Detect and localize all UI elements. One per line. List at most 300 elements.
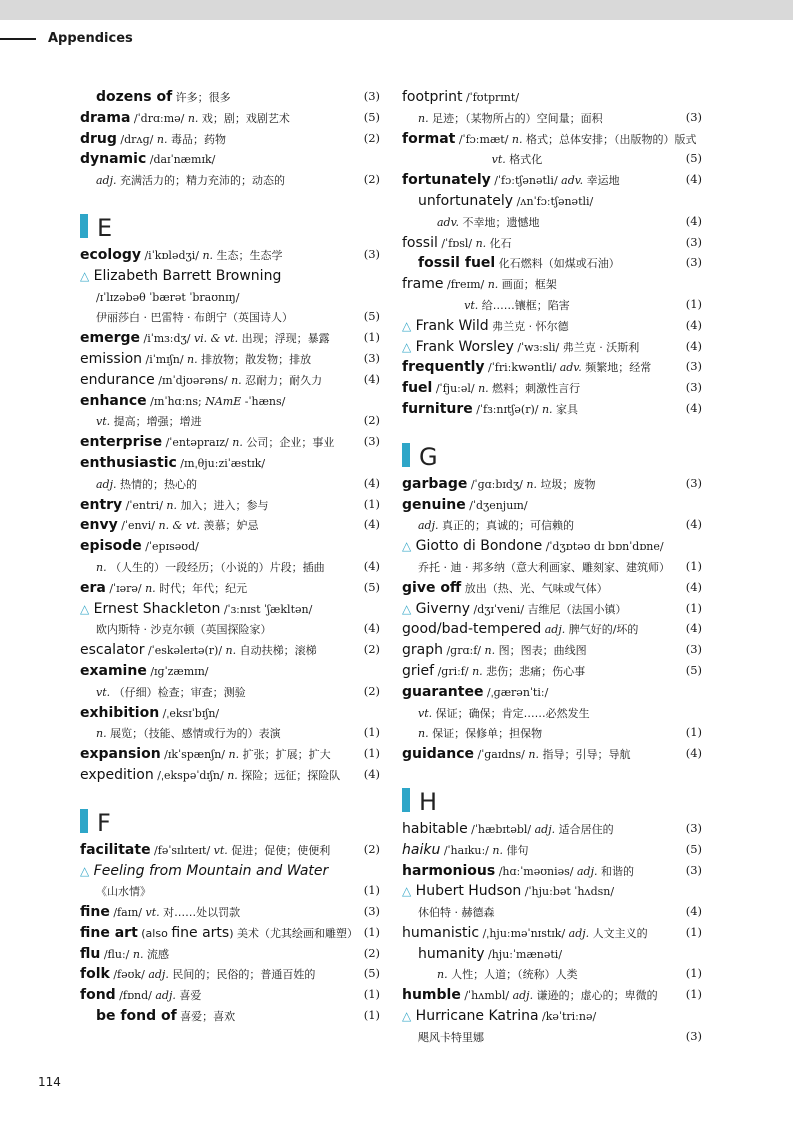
- phonetic: /ˌekspəˈdɪʃn/: [153, 768, 228, 782]
- definition: 伊丽莎白 · 巴雷特 · 布朗宁（英国诗人）: [96, 311, 293, 325]
- headword: fossil: [402, 234, 438, 251]
- part-of-speech: n.: [484, 644, 496, 658]
- definition: 公司；企业；事业: [242, 436, 335, 450]
- definition: 人文主义的: [589, 926, 648, 940]
- unit-number: (2): [363, 945, 380, 960]
- definition: 促进；促使；使便利: [227, 843, 331, 857]
- part-of-speech: n.: [437, 968, 448, 982]
- glossary-entry: [402, 86, 702, 107]
- part-of-speech: n.: [145, 581, 156, 595]
- headword: dozens of: [96, 89, 173, 105]
- phonetic: /ˈɡɑːbɪdʒ/: [467, 477, 527, 491]
- glossary-column-right: [402, 86, 702, 1047]
- part-of-speech: n.: [225, 644, 237, 658]
- headword: escalator: [80, 642, 145, 659]
- headword: give off: [402, 579, 462, 596]
- phonetic: /ˈepɪsəʊd/: [141, 540, 199, 554]
- headword: footprint: [402, 89, 463, 105]
- headword: guidance: [402, 746, 475, 763]
- part-of-speech: adj.: [568, 926, 590, 940]
- glossary-entry: [402, 984, 702, 1005]
- phonetic: /ˌhjuːməˈnɪstɪk/: [479, 926, 569, 940]
- glossary-entry: [402, 211, 702, 232]
- headword: fine arts: [171, 924, 230, 941]
- part-of-speech: vt.: [145, 906, 160, 920]
- glossary-entry: [402, 639, 702, 660]
- part-of-speech: adj.: [534, 822, 556, 836]
- headword: Giotto di Bondone: [411, 538, 543, 555]
- definition: 图；图表；曲线图: [495, 644, 587, 658]
- part-of-speech: n.: [227, 768, 238, 782]
- headword: frame: [402, 276, 444, 293]
- header-rule: [0, 38, 36, 40]
- unit-number: (4): [363, 475, 380, 490]
- part-of-speech: n.: [492, 843, 503, 857]
- glossary-entry: [402, 963, 702, 984]
- part-of-speech: n.: [96, 560, 107, 574]
- unit-number: (1): [685, 924, 702, 939]
- glossary-entry: [402, 598, 702, 619]
- glossary-entry: [80, 702, 380, 723]
- part-of-speech: n.: [228, 748, 240, 762]
- glossary-entry: [402, 169, 702, 190]
- definition: 排放物；散发物；排放: [197, 352, 312, 366]
- definition: （仔细）检查；审查；测验: [110, 685, 246, 699]
- phonetic: /iˈkɒlədʒi/: [140, 248, 203, 262]
- glossary-entry: [80, 556, 380, 577]
- unit-number: (1): [363, 924, 380, 939]
- part-of-speech: adj.: [512, 989, 534, 1003]
- definition: 不幸地；遗憾地: [459, 215, 540, 229]
- section-heading-f: [80, 785, 380, 839]
- definition: 指导；引导；导航: [538, 748, 631, 762]
- phonetic: /ˌɡærənˈtiː/: [483, 685, 549, 699]
- glossary-entry: [80, 390, 380, 411]
- definition: ) 美术（尤其绘画和雕塑）: [229, 926, 358, 940]
- section-letter: H: [419, 787, 438, 816]
- glossary-entry: [80, 598, 380, 619]
- headword: episode: [80, 538, 142, 555]
- glossary-entry: [402, 660, 702, 681]
- definition: 生态；生态学: [213, 248, 283, 262]
- phonetic: /ˈeskəleɪtə(r)/: [144, 644, 226, 658]
- headword: fine: [80, 904, 110, 921]
- headword: fuel: [402, 380, 433, 397]
- part-of-speech: n.: [541, 402, 553, 416]
- unit-number: (4): [363, 371, 380, 386]
- headword: flu: [80, 945, 101, 962]
- unit-number: (2): [363, 642, 380, 657]
- glossary-entry: [402, 273, 702, 294]
- unit-number: (1): [363, 883, 380, 898]
- glossary-entry: [402, 618, 702, 639]
- part-of-speech: vt.: [96, 685, 111, 699]
- definition: 化石: [486, 236, 512, 250]
- unit-number: (1): [685, 725, 702, 740]
- unit-number: (3): [363, 89, 380, 103]
- headword: emission: [80, 350, 143, 367]
- phonetic: /ˈhjuːbət ˈhʌdsn/: [521, 885, 615, 899]
- definition: 格式；总体安排；（出版物的）版式: [522, 132, 697, 146]
- part-of-speech: n.: [132, 947, 144, 961]
- phonetic: /ˈfɔːmæt/: [455, 132, 512, 146]
- part-of-speech: n.: [156, 132, 168, 146]
- section-marker: [402, 788, 410, 812]
- headword: enterprise: [80, 434, 163, 451]
- unit-number: (2): [363, 683, 380, 698]
- section-heading-g: [402, 419, 702, 473]
- phonetic: /ˈfʊtprɪnt/: [462, 91, 520, 104]
- definition: 化石燃料（如煤或石油）: [495, 257, 620, 271]
- unit-number: (1): [363, 1008, 380, 1023]
- glossary-entry: [80, 514, 380, 535]
- phonetic: /iˈmɪʃn/: [142, 352, 188, 366]
- definition: 保证；保修单；担保物: [428, 727, 543, 741]
- headword: exhibition: [80, 704, 160, 721]
- headword: grief: [402, 662, 435, 679]
- headword: furniture: [402, 400, 473, 417]
- definition: 提高；增强；增进: [110, 415, 202, 429]
- phonetic: /hɑːˈməʊniəs/: [495, 864, 577, 878]
- headword: be fond of: [96, 1008, 177, 1025]
- glossary-entry: [80, 494, 380, 515]
- definition: 扩张；扩展；扩大: [239, 748, 331, 762]
- phonetic: /ˈdʒɒtəʊ dɪ bɒnˈdɒne/: [542, 540, 664, 554]
- glossary-entry: [80, 86, 380, 107]
- headword: folk: [80, 966, 110, 983]
- unit-number: (3): [685, 234, 702, 249]
- definition: 格式化: [505, 153, 543, 167]
- headword: guarantee: [402, 683, 484, 700]
- headword: good/bad-tempered: [402, 621, 542, 638]
- phonetic: /ɡrɑːf/: [442, 644, 485, 658]
- headword: examine: [80, 662, 147, 679]
- definition: 出现；浮现；暴露: [238, 332, 330, 346]
- section-marker: [80, 214, 88, 238]
- headword: Elizabeth Barrett Browning: [89, 267, 282, 284]
- unit-number: (3): [363, 246, 380, 261]
- glossary-entry: [80, 943, 380, 964]
- unit-number: (1): [363, 496, 380, 511]
- definition: 民间的；民俗的；普通百姓的: [168, 968, 316, 982]
- unit-number: (5): [685, 151, 702, 166]
- definition: 戏；剧；戏剧艺术: [198, 111, 290, 125]
- glossary-entry: [80, 369, 380, 390]
- phonetic: /ˈɡaɪdns/: [474, 748, 529, 762]
- unit-number: (1): [363, 330, 380, 345]
- phonetic: /ɪnˌθjuːziˈæstɪk/: [176, 456, 266, 470]
- definition: 许多；很多: [172, 91, 231, 104]
- definition: 欧内斯特 · 沙克尔顿（英国探险家）: [96, 623, 272, 637]
- part-of-speech: vt.: [491, 153, 506, 167]
- headword: envy: [80, 517, 118, 534]
- triangle-icon: △: [402, 884, 412, 899]
- unit-number: (3): [685, 862, 702, 877]
- unit-number: (4): [363, 558, 380, 573]
- headword: enthusiastic: [80, 454, 177, 471]
- unit-number: (3): [363, 434, 380, 449]
- headword: drama: [80, 109, 131, 126]
- part-of-speech: adv.: [437, 215, 460, 229]
- glossary-entry: [402, 681, 702, 702]
- phonetic: -ˈhæns/: [241, 394, 286, 408]
- glossary-entry: [80, 764, 380, 785]
- phonetic: /daɪˈnæmɪk/: [146, 153, 216, 167]
- definition: 探险；远征；探险队: [237, 768, 341, 782]
- unit-number: (3): [685, 642, 702, 657]
- definition: 吉维尼（法国小镇）: [527, 602, 627, 616]
- glossary-entry: [80, 410, 380, 431]
- section-heading-h: [402, 764, 702, 818]
- part-of-speech: vi. & vt.: [193, 332, 239, 346]
- glossary-entry: [80, 839, 380, 860]
- definition: 休伯特 · 赫德森: [418, 906, 495, 920]
- phonetic: /ˈfɔːtʃənətli/: [490, 174, 562, 188]
- unit-number: (4): [363, 766, 380, 781]
- top-bar: [0, 0, 793, 20]
- part-of-speech: adj.: [148, 968, 169, 982]
- phonetic: /faɪn/: [109, 906, 146, 920]
- definition: 飓风卡特里娜: [418, 1030, 484, 1044]
- headword: graph: [402, 642, 443, 659]
- unit-number: (4): [363, 621, 380, 636]
- phonetic: /ˈdrɑːmə/: [130, 111, 188, 125]
- unit-number: (1): [363, 725, 380, 740]
- phonetic: /ˈenvi/: [117, 519, 159, 533]
- glossary-entry: [402, 839, 702, 860]
- headword: Feeling from Mountain and Water: [89, 862, 329, 879]
- headword: ecology: [80, 246, 141, 263]
- part-of-speech: n.: [487, 278, 499, 292]
- definition: 流感: [143, 947, 169, 961]
- phonetic: /dʒɪˈveni/: [470, 602, 528, 616]
- definition: 对……处以罚款: [159, 906, 241, 920]
- glossary-entry: [80, 244, 380, 265]
- definition: 忍耐力；耐久力: [241, 373, 323, 387]
- headword: facilitate: [80, 841, 151, 858]
- glossary-entry: [80, 577, 380, 598]
- triangle-icon: △: [402, 601, 412, 616]
- phonetic: /fəˈsɪlɪteɪt/: [150, 843, 214, 857]
- unit-number: (4): [685, 400, 702, 415]
- definition: 喜爱: [175, 989, 202, 1003]
- glossary-entry: [80, 128, 380, 149]
- headword: expansion: [80, 746, 161, 763]
- definition: 人性；人道；（统称）人类: [447, 968, 578, 982]
- phonetic: /fəʊk/: [109, 968, 149, 982]
- phonetic: /fɒnd/: [115, 989, 156, 1003]
- phonetic: /ˈɜːnɪst ˈʃækltən/: [220, 602, 313, 616]
- triangle-icon: △: [402, 318, 412, 333]
- glossary-entry: [402, 336, 702, 357]
- glossary-entry: [402, 356, 702, 377]
- part-of-speech: n.: [526, 477, 537, 491]
- phonetic: /ˈentəpraɪz/: [162, 436, 233, 450]
- glossary-entry: [80, 348, 380, 369]
- section-heading-e: [80, 190, 380, 244]
- part-of-speech: adv.: [561, 174, 584, 188]
- part-of-speech: vt.: [418, 706, 433, 720]
- unit-number: (4): [363, 517, 380, 532]
- part-of-speech: n.: [187, 352, 198, 366]
- unit-number: (3): [685, 255, 702, 270]
- section-letter: E: [97, 213, 113, 242]
- section-letter: G: [419, 442, 438, 471]
- unit-number: (5): [363, 109, 380, 124]
- definition: 热情的；热心的: [116, 477, 198, 491]
- part-of-speech: n.: [187, 111, 199, 125]
- unit-number: (5): [685, 841, 702, 856]
- definition: 充满活力的；精力充沛的；动态的: [116, 174, 286, 188]
- triangle-icon: △: [402, 339, 412, 354]
- definition: 弗兰克 · 怀尔德: [488, 319, 569, 333]
- glossary-entry: [80, 984, 380, 1005]
- unit-number: (1): [685, 558, 702, 573]
- phonetic: /fluː/: [100, 947, 133, 961]
- phonetic: /ɪɡˈzæmɪn/: [146, 664, 209, 678]
- glossary-entry: [402, 190, 702, 211]
- part-of-speech: n.: [475, 236, 487, 250]
- glossary-entry: [80, 618, 380, 639]
- phonetic: /ʌnˈfɔːtʃənətli/: [513, 194, 594, 208]
- glossary-entry: [402, 252, 702, 273]
- headword: harmonious: [402, 862, 496, 879]
- triangle-icon: △: [402, 539, 412, 554]
- headword: expedition: [80, 766, 154, 783]
- part-of-speech: adj.: [541, 623, 566, 637]
- glossary-entry: [402, 494, 702, 515]
- definition: 给……镶框；陷害: [478, 298, 570, 312]
- phonetic: /ɪnˈhɑːns;: [146, 394, 206, 408]
- definition: 自动扶梯；滚梯: [236, 644, 317, 658]
- phonetic: /ˈfriːkwəntli/: [484, 361, 560, 375]
- headword: fond: [80, 987, 116, 1004]
- part-of-speech: n. & vt.: [158, 519, 200, 533]
- glossary-entry: [80, 473, 380, 494]
- headword: fossil fuel: [418, 255, 496, 272]
- phonetic: /ˈfjuːəl/: [432, 382, 479, 396]
- glossary-column-left: [80, 86, 380, 1026]
- unit-number: (5): [363, 579, 380, 594]
- unit-number: (4): [685, 579, 702, 594]
- headword: unfortunately: [418, 192, 514, 209]
- definition: 展览；（技能、感情或行为的）表演: [106, 727, 281, 741]
- phonetic: /ˈwɜːsli/: [513, 340, 563, 354]
- glossary-entry: [80, 148, 380, 169]
- headword: Giverny: [411, 600, 470, 617]
- headword: garbage: [402, 475, 468, 492]
- part-of-speech: n.: [232, 436, 243, 450]
- glossary-entry: [402, 398, 702, 419]
- definition: 脾气好的/坏的: [565, 623, 639, 637]
- part-of-speech: adj.: [155, 989, 176, 1003]
- headword: Frank Wild: [411, 317, 489, 334]
- glossary-entry: [402, 514, 702, 535]
- phonetic: /ɪnˈdjʊərəns/: [154, 373, 232, 387]
- unit-number: (4): [685, 746, 702, 761]
- unit-number: (3): [685, 359, 702, 374]
- glossary-entry: [402, 232, 702, 253]
- unit-number: (2): [363, 413, 380, 428]
- triangle-icon: △: [80, 601, 90, 616]
- definition: （人生的）一段经历；（小说的）片段；插曲: [106, 560, 325, 574]
- unit-number: (3): [685, 109, 702, 124]
- unit-number: (1): [685, 987, 702, 1002]
- headword: genuine: [402, 496, 466, 513]
- definition: 时代；年代；纪元: [155, 581, 248, 595]
- part-of-speech: adj.: [96, 477, 117, 491]
- part-of-speech: n.: [472, 664, 483, 678]
- headword: humble: [402, 987, 461, 1004]
- glossary-entry: [80, 452, 380, 473]
- glossary-entry: [402, 1026, 702, 1047]
- phonetic: /ˈhʌmbl/: [460, 989, 513, 1003]
- glossary-entry: [80, 660, 380, 681]
- headword: Frank Worsley: [411, 338, 514, 355]
- phonetic: /ˈdʒenjuɪn/: [465, 498, 528, 512]
- unit-number: (1): [685, 966, 702, 981]
- unit-number: (4): [685, 517, 702, 532]
- glossary-entry: [80, 860, 380, 881]
- unit-number: (3): [685, 380, 702, 395]
- triangle-icon: △: [80, 863, 90, 878]
- unit-number: (4): [685, 172, 702, 187]
- definition: 燃料；刺激性言行: [488, 382, 581, 396]
- definition: 画面；框架: [498, 278, 557, 292]
- section-marker: [402, 443, 410, 467]
- part-of-speech: adj.: [577, 864, 598, 878]
- unit-number: (4): [685, 338, 702, 353]
- unit-number: (1): [363, 746, 380, 761]
- glossary-entry: [80, 681, 380, 702]
- phonetic: /kəˈtriːnə/: [538, 1010, 597, 1024]
- definition: 谦逊的；虚心的；卑微的: [533, 989, 658, 1003]
- definition: 垃圾；废物: [536, 477, 596, 491]
- unit-number: (3): [685, 820, 702, 835]
- glossary-entry: [80, 327, 380, 348]
- part-of-speech: adj.: [96, 174, 117, 188]
- headword: humanity: [418, 945, 485, 962]
- unit-number: (4): [685, 213, 702, 228]
- part-of-speech: n.: [166, 498, 178, 512]
- headword: frequently: [402, 359, 485, 376]
- glossary-entry: [402, 922, 702, 943]
- definition: 乔托 · 迪 · 邦多纳（意大利画家、雕刻家、建筑师）: [418, 560, 670, 574]
- phonetic: /freɪm/: [443, 278, 488, 292]
- part-of-speech: vt.: [96, 415, 111, 429]
- part-of-speech: n.: [96, 727, 107, 741]
- headword: entry: [80, 496, 123, 513]
- phonetic: /drʌɡ/: [116, 132, 157, 146]
- glossary-entry: [402, 377, 702, 398]
- glossary-entry: [402, 535, 702, 556]
- definition: 《山水情》: [96, 885, 151, 899]
- glossary-entry: [402, 315, 702, 336]
- phonetic: /ˈentri/: [122, 498, 167, 512]
- glossary-entry: [402, 577, 702, 598]
- unit-number: (5): [685, 662, 702, 677]
- phonetic: /ɪkˈspænʃn/: [160, 748, 229, 762]
- phonetic: /hjuːˈmænəti/: [484, 947, 563, 961]
- headword: drug: [80, 130, 117, 147]
- definition: 真正的；真诚的；可信赖的: [438, 519, 575, 533]
- part-of-speech: n.: [478, 382, 489, 396]
- glossary-entry: [80, 535, 380, 556]
- part-of-speech: vt.: [213, 843, 228, 857]
- definition: 保证；确保；肯定……必然发生: [432, 706, 590, 720]
- phonetic: /ˈfɜːnɪtʃə(r)/: [472, 402, 542, 416]
- unit-number: (4): [685, 317, 702, 332]
